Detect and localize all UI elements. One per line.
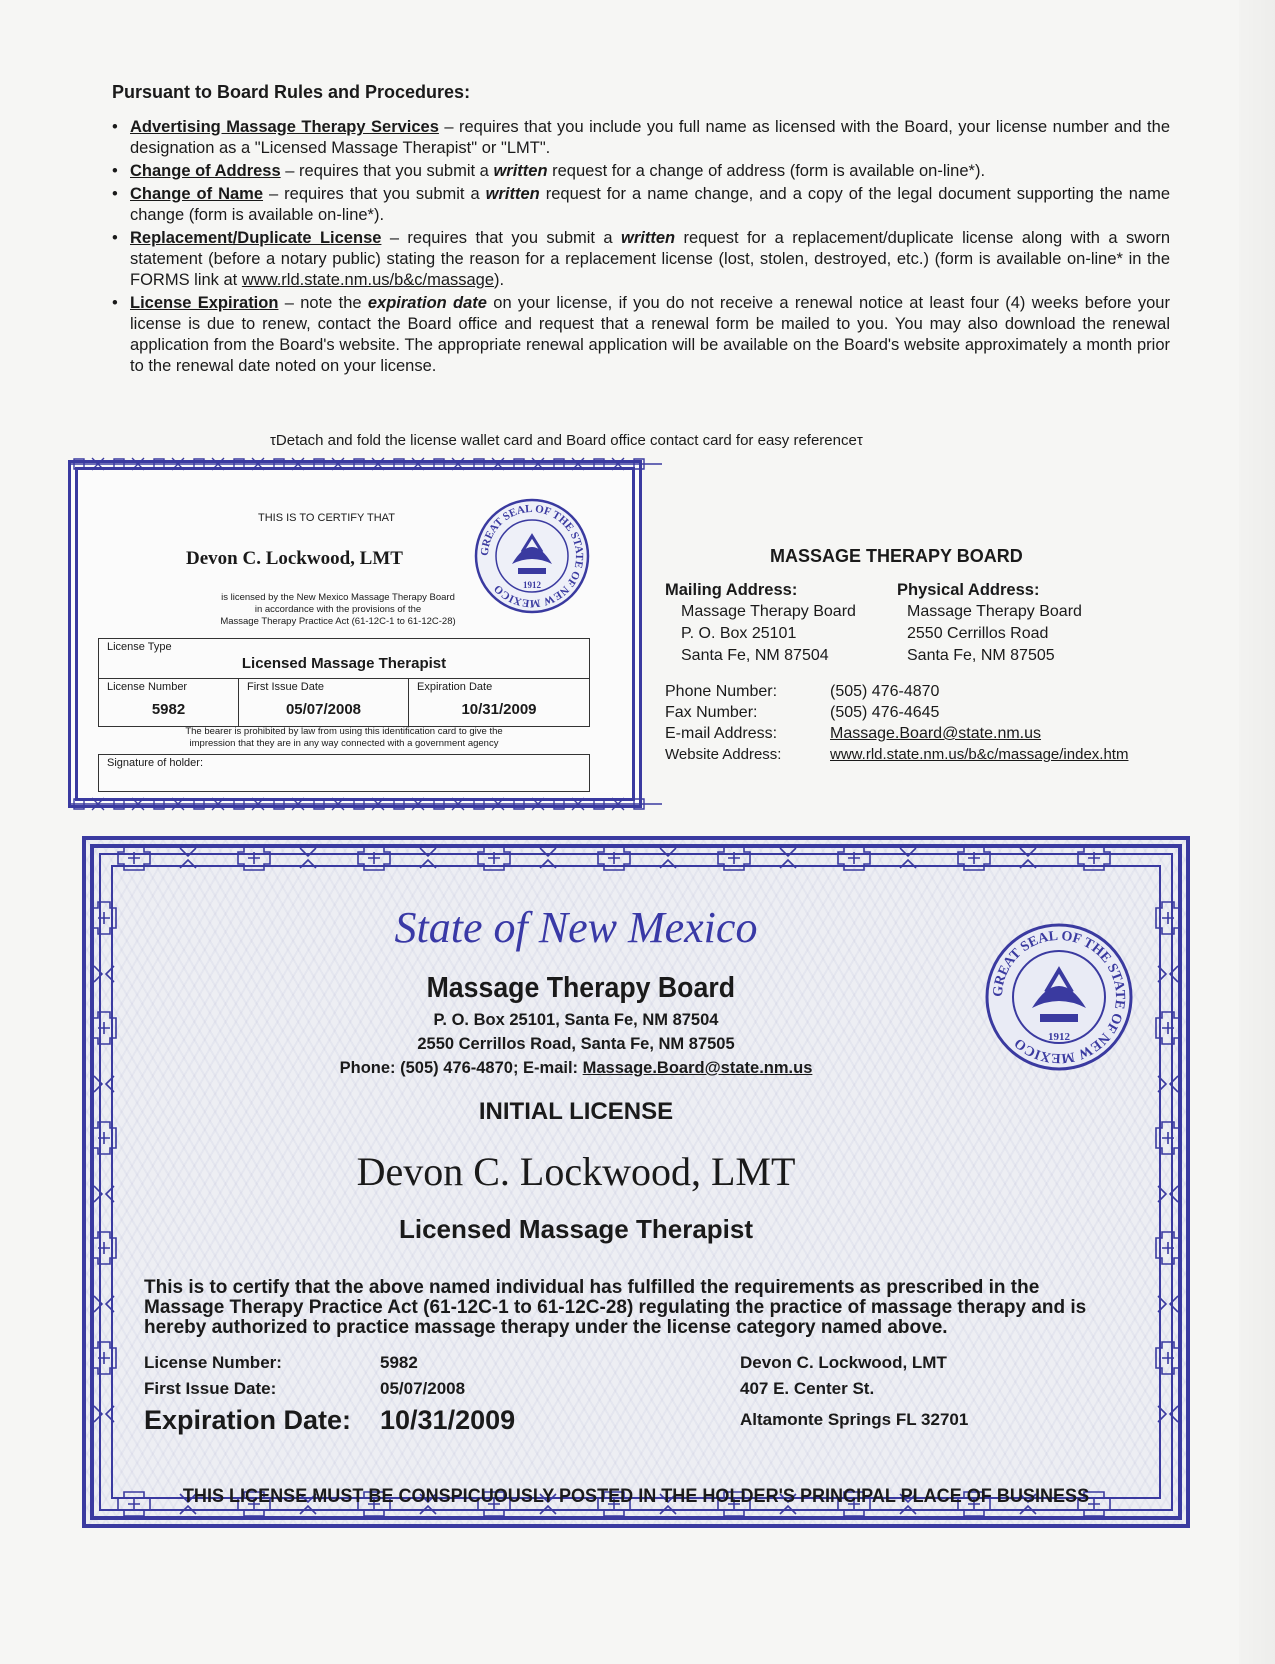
- license-type-label: License Type: [107, 641, 172, 653]
- detach-note: τDetach and fold the license wallet card and Board office contact card for easy referenceτ: [270, 432, 863, 449]
- mailing-line: P. O. Box 25101: [681, 625, 797, 642]
- physical-line: 2550 Cerrillos Road: [907, 625, 1049, 642]
- address-line: P. O. Box 25101, Santa Fe, NM 87504: [433, 1011, 719, 1029]
- signature-box[interactable]: [98, 754, 590, 792]
- svg-text:1912: 1912: [523, 580, 541, 590]
- rule-text: request for a change of address (form is available on-line*).: [547, 162, 986, 180]
- first-issue-label: First Issue Date:: [144, 1379, 277, 1398]
- certificate-email-link[interactable]: Massage.Board@state.nm.us: [582, 1059, 813, 1077]
- rule-term: License Expiration: [130, 294, 279, 312]
- forms-link[interactable]: www.rld.state.nm.us/b&c/massage: [241, 271, 495, 289]
- license-details-table: [98, 638, 590, 727]
- fax-value: (505) 476-4645: [830, 704, 940, 721]
- mailing-address: [665, 579, 897, 667]
- prohibited-notice: [118, 726, 570, 750]
- expiration-cell: [409, 679, 590, 727]
- contact-info: [665, 681, 1165, 765]
- rule-license-expiration: [112, 293, 1170, 377]
- licensed-by-line: is licensed by the New Mexico Massage Therapy Board: [221, 592, 455, 603]
- physical-address: [897, 579, 1129, 667]
- license-info-grid: [144, 1350, 968, 1438]
- rule-text: ).: [494, 271, 505, 289]
- holder-address-city: Altamonte Springs FL 32701: [740, 1410, 969, 1429]
- rule-change-of-address: [112, 161, 1170, 182]
- physical-line: Santa Fe, NM 87505: [907, 647, 1055, 664]
- phone-value: (505) 476-4870: [830, 683, 940, 700]
- svg-text:GREAT SEAL OF THE STATE OF NEW: GREAT SEAL OF THE STATE OF NEW MEXICO: [478, 502, 586, 610]
- posting-notice: THIS LICENSE MUST BE CONSPICUOUSLY POSTED IN THE HOLDER'S PRINCIPAL PLACE OF BUSINESS: [182, 1486, 1090, 1507]
- license-number-value: 5982: [380, 1353, 418, 1372]
- rule-emphasis: written: [485, 185, 540, 203]
- border-pattern-bottom: [68, 796, 662, 812]
- license-number-label: License Number:: [144, 1353, 282, 1372]
- license-kind: INITIAL LICENSE: [478, 1098, 674, 1125]
- license-certificate: [82, 836, 1190, 1528]
- address-line: 2550 Cerrillos Road, Santa Fe, NM 87505: [417, 1035, 735, 1053]
- prohibited-line: The bearer is prohibited by law from using this identification card to give the: [185, 726, 503, 737]
- prohibited-line: impression that they are in any way connected with a government agency: [189, 738, 499, 749]
- rule-text: – requires that you submit a: [280, 162, 494, 180]
- website-label: Website Address:: [665, 746, 782, 763]
- licensed-by-line: Massage Therapy Practice Act (61-12C-1 to 61-12C-28): [220, 616, 456, 627]
- certify-text: THIS IS TO CERTIFY THAT: [258, 512, 395, 524]
- page-edge-strip: [1239, 0, 1275, 1664]
- mailing-line: Massage Therapy Board: [681, 603, 856, 620]
- rules-heading: Pursuant to Board Rules and Procedures:: [112, 82, 471, 102]
- expiration-value: 10/31/2009: [461, 701, 537, 718]
- phone-label: Phone Number:: [665, 683, 778, 700]
- board-rules: [112, 82, 1170, 379]
- first-issue-row: [144, 1376, 968, 1402]
- fax-row: [665, 702, 1165, 723]
- rule-term: Change of Name: [130, 185, 264, 203]
- rules-list: [112, 117, 1170, 377]
- email-row: [665, 723, 1165, 744]
- expiration-label: Expiration Date:: [144, 1404, 352, 1435]
- email-link[interactable]: Massage.Board@state.nm.us: [830, 725, 1042, 742]
- license-number-value: 5982: [151, 701, 186, 718]
- license-number-row: [144, 1350, 968, 1376]
- state-seal-icon: [984, 922, 1134, 1072]
- rule-emphasis: written: [621, 229, 676, 247]
- holder-address-name: Devon C. Lockwood, LMT: [740, 1353, 947, 1372]
- licensed-by-line: in accordance with the provisions of the: [254, 604, 422, 615]
- mailing-line: Santa Fe, NM 87504: [681, 647, 829, 664]
- rule-text: – requires that you include you full name as licensed with the Board, your license number and the designation as a "Licensed Massage Therapist" or "LMT".: [130, 118, 1170, 157]
- holder-address-street: 407 E. Center St.: [740, 1379, 875, 1398]
- svg-text:1912: 1912: [1048, 1031, 1070, 1043]
- svg-text:GREAT SEAL OF THE STATE OF NEW: GREAT SEAL OF THE STATE OF NEW MEXICO: [990, 928, 1128, 1066]
- rule-emphasis: expiration date: [367, 294, 487, 312]
- email-label: E-mail Address:: [665, 725, 778, 742]
- rule-replacement-license: [112, 228, 1170, 291]
- holder-name: Devon C. Lockwood, LMT: [186, 548, 403, 569]
- rule-text: – note the: [278, 294, 368, 312]
- first-issue-cell: [239, 679, 409, 727]
- board-name: Massage Therapy Board: [426, 972, 736, 1004]
- contact-line: [94, 1056, 1058, 1080]
- certificate-license-type: Licensed Massage Therapist: [398, 1214, 754, 1244]
- licensed-by-text: [168, 592, 508, 628]
- license-type-value: Licensed Massage Therapist: [241, 655, 447, 672]
- license-wallet-card: [68, 460, 642, 808]
- address-columns: [665, 579, 1165, 667]
- rule-advertising: [112, 117, 1170, 159]
- license-number-cell: [99, 679, 239, 727]
- expiration-label: Expiration Date: [417, 681, 493, 693]
- expiration-row: [144, 1402, 968, 1438]
- first-issue-value: 05/07/2008: [285, 701, 362, 718]
- board-contact-card: [665, 546, 1165, 765]
- website-link[interactable]: www.rld.state.nm.us/b&c/massage/index.htm: [830, 746, 1129, 763]
- rule-text: request for a replacement/duplicate license along with a sworn statement (before a notary public) stating the reason for a replacement license (lost, stolen, destroyed, etc.) (form is available on-line* in the FORMS link at: [130, 229, 1170, 289]
- border-pattern-top: [68, 456, 662, 472]
- rule-change-of-name: [112, 184, 1170, 226]
- rule-term: Advertising Massage Therapy Services: [130, 118, 439, 136]
- physical-heading: Physical Address:: [897, 581, 1040, 599]
- rule-term: Change of Address: [130, 162, 281, 180]
- certificate-holder: Devon C. Lockwood, LMT: [356, 1149, 796, 1194]
- signature-label: Signature of holder:: [107, 757, 204, 769]
- state-title: State of New Mexico: [394, 903, 758, 952]
- first-issue-label: First Issue Date: [247, 681, 325, 693]
- phone-row: [665, 681, 1165, 702]
- contact-card-title: MASSAGE THERAPY BOARD: [770, 546, 1023, 566]
- rule-text: request for a name change, and a copy of the legal document supporting the name change (form is available on-line*).: [130, 185, 1170, 224]
- license-number-label: License Number: [107, 681, 188, 693]
- rule-term: Replacement/Duplicate License: [130, 229, 382, 247]
- contact-prefix: Phone: (505) 476-4870; E-mail:: [339, 1059, 583, 1077]
- expiration-value: 10/31/2009: [380, 1404, 516, 1435]
- fax-label: Fax Number:: [665, 704, 758, 721]
- rule-text: – requires that you submit a: [263, 185, 486, 203]
- certification-statement: This is to certify that the above named individual has fulfilled the requirements as prescribed in the Massage Therapy Practice Act (61-12C-1 to 61-12C-28) regulating the practice of massage therapy and is hereby authorized to practice massage therapy under the license category named above.: [144, 1277, 1087, 1338]
- rule-text: on your license, if you do not receive a renewal notice at least four (4) weeks before your license is due to renew, contact the Board office and request that a renewal form be mailed to you. You may also download the renewal application from the Board's website. The appropriate renewal application will be available on the Board's website approximately a month prior to the renewal date noted on your license.: [130, 294, 1170, 375]
- rule-text: – requires that you submit a: [381, 229, 622, 247]
- website-row: [665, 744, 1165, 765]
- physical-line: Massage Therapy Board: [907, 603, 1082, 620]
- license-type-cell: [99, 639, 590, 679]
- mailing-heading: Mailing Address:: [665, 581, 798, 599]
- first-issue-value: 05/07/2008: [380, 1379, 466, 1398]
- rule-emphasis: written: [493, 162, 548, 180]
